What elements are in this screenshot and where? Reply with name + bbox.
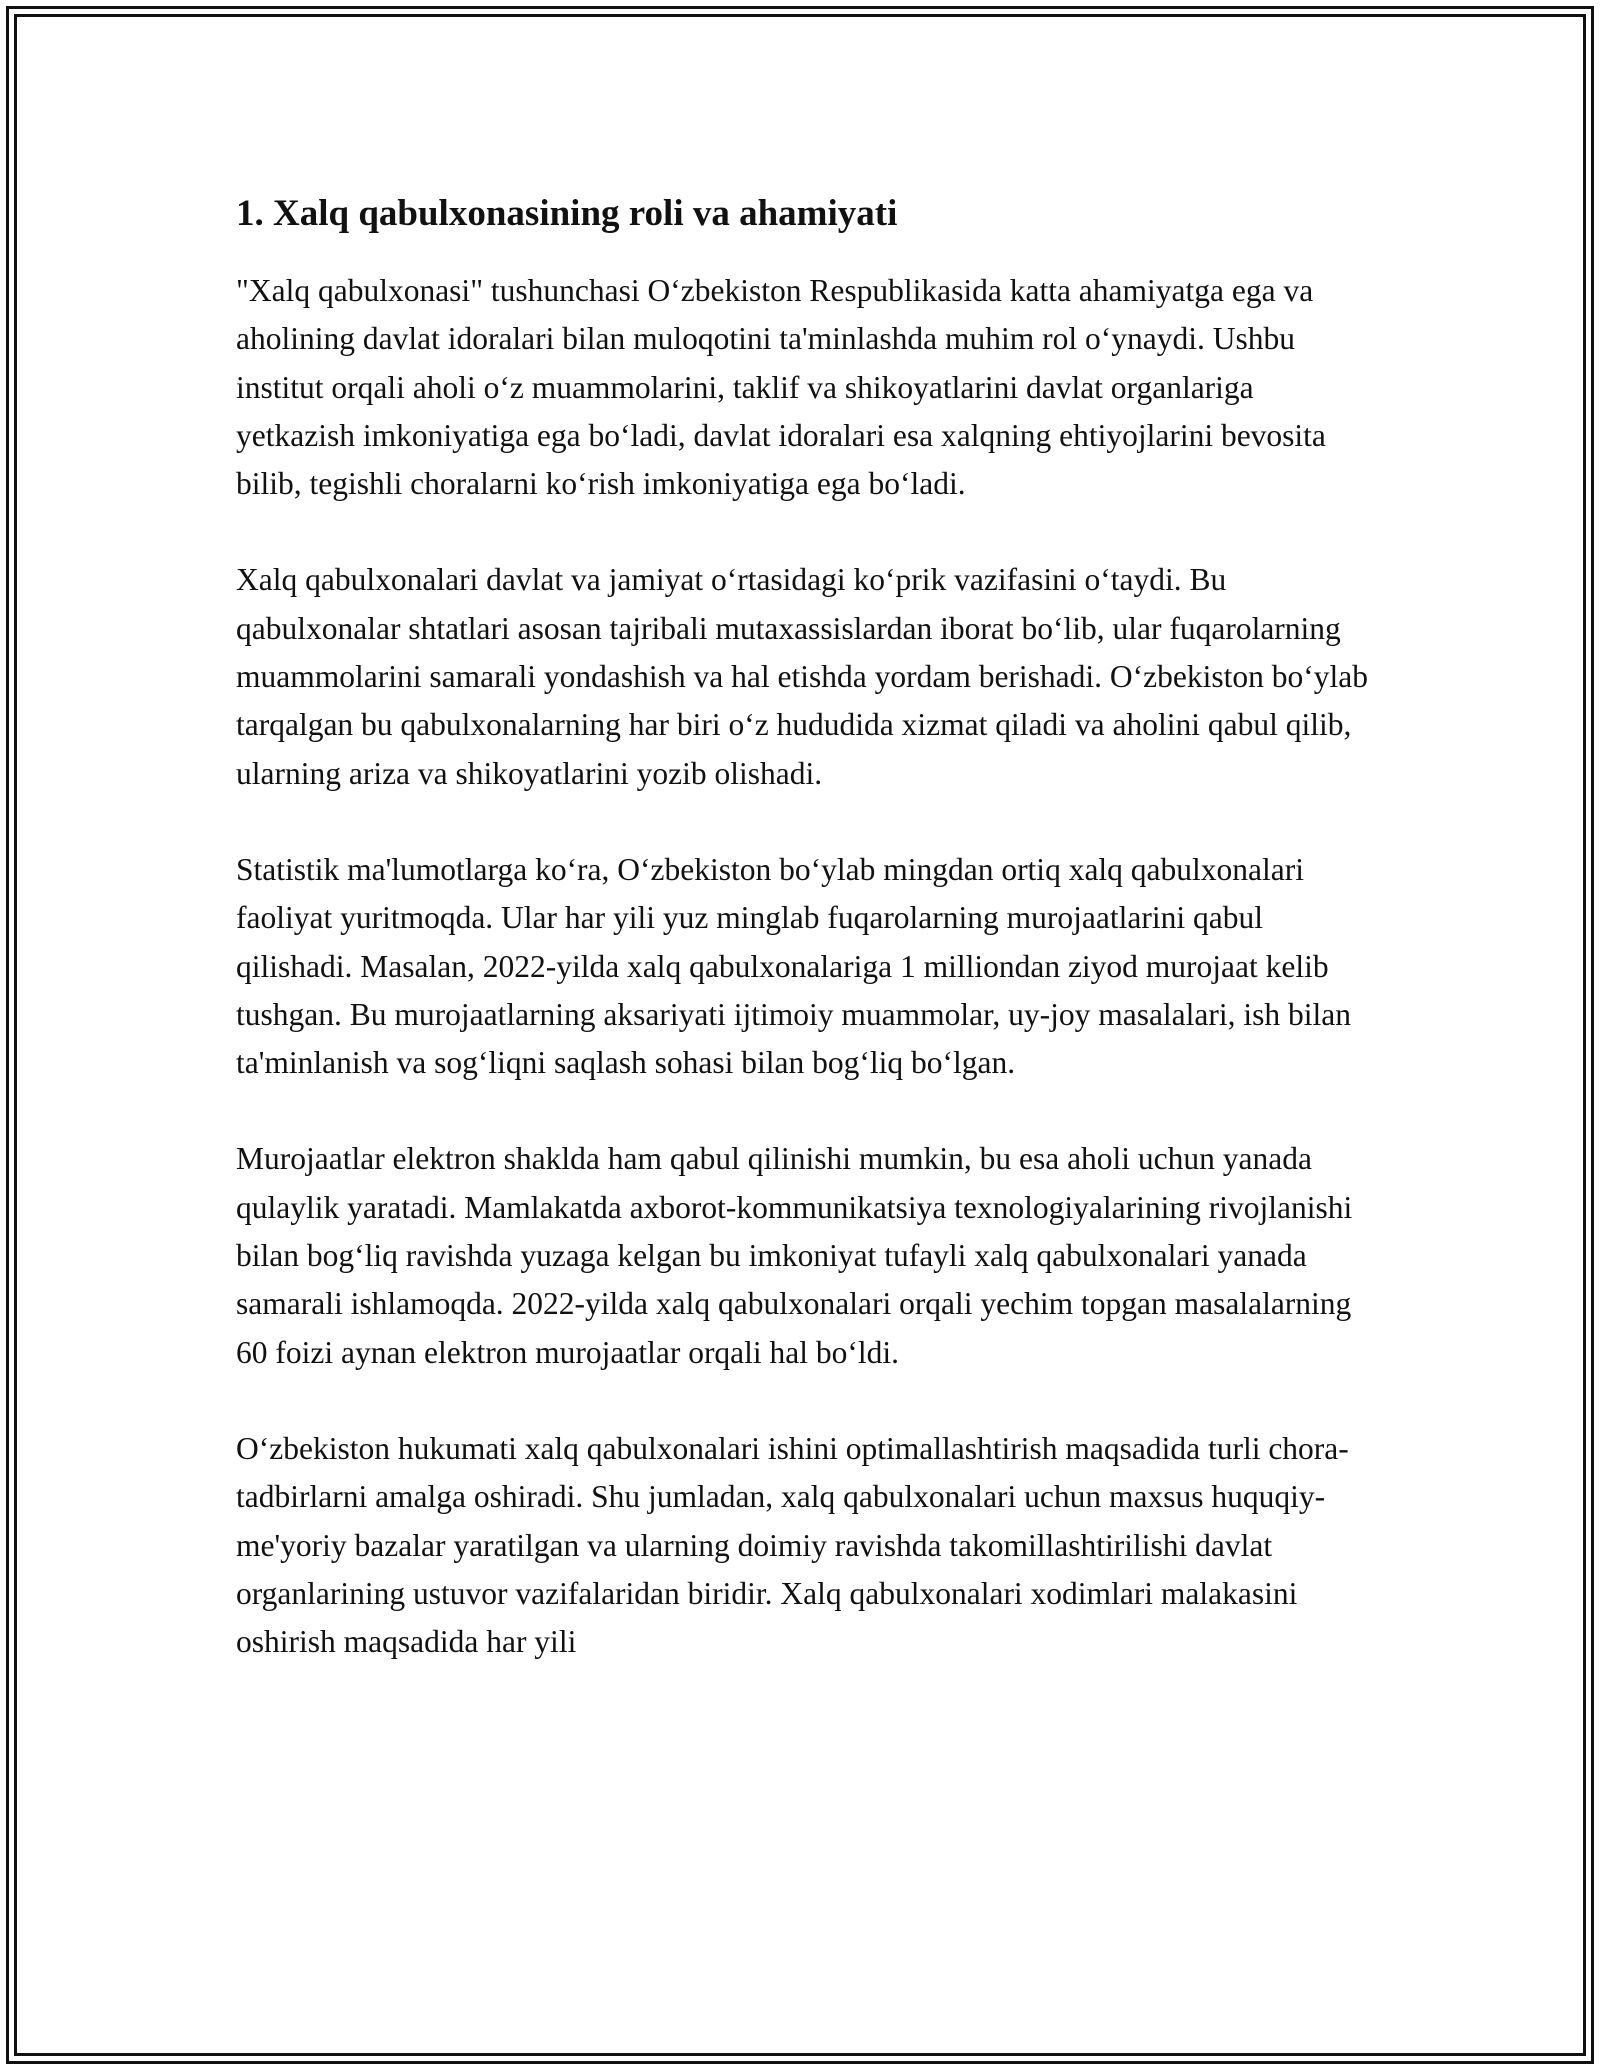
paragraph-3: Statistik ma'lumotlarga ko‘ra, O‘zbekiston bo‘ylab mingdan ortiq xalq qabulxonalari faoliyat yuritmoqda. Ular har yili yuz minglab fuqarolarning murojaatlarini qabul qilishadi. Masalan, 2022-yilda xalq qabulxonalariga 1 milliondan ziyod murojaat kelib tushgan. Bu murojaatlarning aksariyati ijtimoiy muammolar, uy-joy masalalari, ish bilan ta'minlanish va sog‘liqni saqlash sohasi bilan bog‘liq bo‘lgan. (236, 851, 1352, 1081)
paragraph-4: Murojaatlar elektron shaklda ham qabul qilinishi mumkin, bu esa aholi uchun yanada qulaylik yaratadi. Mamlakatda axborot-kommunikatsiya texnologiyalarining rivojlanishi bilan bog‘liq ravishda yuzaga kelgan bu imkoniyat tufayli xalq qabulxonalari yanada samarali ishlamoqda. 2022-yilda xalq qabulxonalari orqali yechim topgan masalalarning 60 foizi aynan elektron murojaatlar orqali hal bo‘ldi. (236, 1141, 1353, 1370)
paragraph-5: O‘zbekiston hukumati xalq qabulxonalari ishini optimallashtirish maqsadida turli chora-tadbirlarni amalga oshiradi. Shu jumladan, xalq qabulxonalari uchun maxsus huquqiy-me'yoriy bazalar yaratilgan va ularning doimiy ravishda takomillashtirilishi davlat organlarining ustuvor vazifalaridan biridir. Xalq qabulxonalari xodimlari malakasini oshirish maqsadida har yili (236, 1430, 1349, 1660)
paragraph-2: Xalq qabulxonalari davlat va jamiyat o‘rtasidagi ko‘prik vazifasini o‘taydi. Bu qabulxonalar shtatlari asosan tajribali mutaxassislardan iborat bo‘lib, ular fuqarolarning muammolarini samarali yondashish va hal etishda yordam berishadi. O‘zbekiston bo‘ylab tarqalgan bu qabulxonalarning har biri o‘z hududida xizmat qiladi va aholini qabul qilib, ularning ariza va shikoyatlarini yozib olishadi. (236, 562, 1368, 791)
document-body (236, 186, 1376, 1666)
section-heading: 1. Xalq qabulxonasining roli va ahamiyati (236, 193, 898, 234)
paragraph-1: "Xalq qabulxonasi" tushunchasi O‘zbekiston Respublikasida katta ahamiyatga ega va aholining davlat idoralari bilan muloqotini ta'minlashda muhim rol o‘ynaydi. Ushbu institut orqali aholi o‘z muammolarini, taklif va shikoyatlarini davlat organlariga yetkazish imkoniyatiga ega bo‘ladi, davlat idoralari esa xalqning ehtiyojlarini bevosita bilib, tegishli choralarni ko‘rish imkoniyatiga ega bo‘ladi. (236, 273, 1326, 502)
